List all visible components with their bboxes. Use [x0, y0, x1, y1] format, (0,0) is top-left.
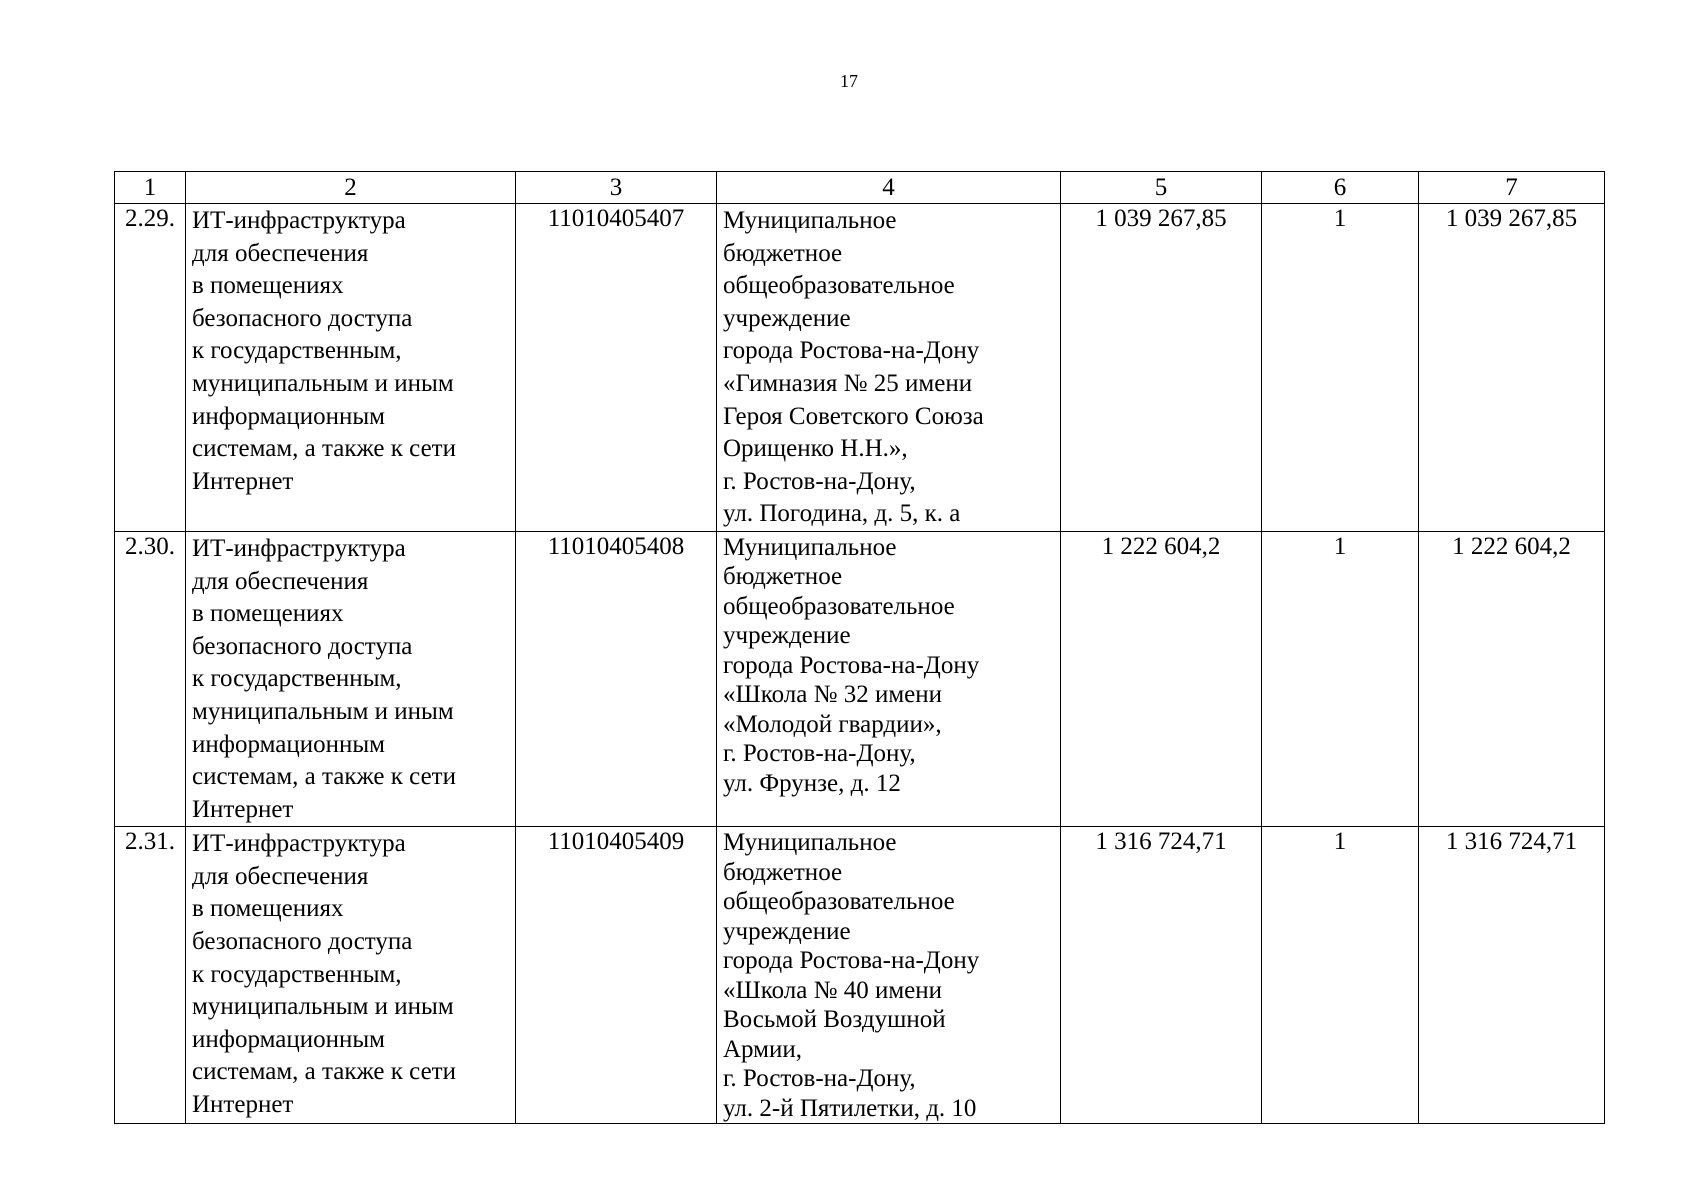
- text-line: муниципальным и иным: [192, 697, 454, 725]
- text-line: безопасного доступа: [192, 632, 413, 660]
- header-col-4: 4: [717, 172, 1061, 204]
- text-line: в помещениях: [192, 272, 344, 300]
- text-line: Армии,: [723, 1035, 803, 1063]
- text-line: Героя Советского Союза: [723, 402, 984, 430]
- header-col-5: 5: [1061, 172, 1262, 204]
- text-line: города Ростова-на-Дону: [723, 337, 980, 365]
- text-line: информационным: [192, 730, 385, 758]
- text-line: общеобразовательное: [723, 272, 955, 300]
- text-line: «Гимназия № 25 имени: [723, 369, 973, 397]
- text-line: Муниципальное: [723, 207, 897, 234]
- unit-price: 1 316 724,71: [1061, 827, 1262, 1124]
- text-line: ул. 2-й Пятилетки, д. 10: [723, 1094, 977, 1122]
- text-line: бюджетное: [723, 858, 843, 886]
- text-line: муниципальным и иным: [192, 993, 454, 1021]
- item-name: [186, 827, 516, 1124]
- text-line: для обеспечения: [192, 862, 369, 890]
- text-line: муниципальным и иным: [192, 369, 454, 397]
- page-number: 17: [840, 71, 858, 91]
- text-line: для обеспечения: [192, 239, 369, 267]
- quantity: 1: [1262, 531, 1419, 826]
- text-line: г. Ростов-на-Дону,: [723, 740, 916, 768]
- text-line: города Ростова-на-Дону: [723, 947, 980, 975]
- text-line: для обеспечения: [192, 567, 369, 595]
- header-col-1: 1: [115, 172, 186, 204]
- item-code: 11010405409: [516, 827, 717, 1124]
- item-name: [186, 204, 516, 532]
- text-line: ул. Погодина, д. 5, к. а: [723, 500, 961, 528]
- text-line: ИТ-инфраструктура: [192, 207, 406, 234]
- quantity: 1: [1262, 204, 1419, 532]
- header-col-3: 3: [516, 172, 717, 204]
- organization: [717, 531, 1061, 826]
- total-amount: 1 316 724,71: [1419, 827, 1605, 1124]
- text-line: Интернет: [192, 1091, 294, 1119]
- text-line: системам, а также к сети: [192, 435, 456, 463]
- text-line: Муниципальное: [723, 829, 897, 857]
- table-row: [115, 827, 1605, 1124]
- table-row: [115, 531, 1605, 826]
- header-col-7: 7: [1419, 172, 1605, 204]
- header-row: [115, 172, 1605, 204]
- text-line: системам, а также к сети: [192, 763, 456, 791]
- text-line: к государственным,: [192, 337, 402, 365]
- text-line: ИТ-инфраструктура: [192, 534, 406, 562]
- unit-price: 1 039 267,85: [1061, 204, 1262, 532]
- text-line: безопасного доступа: [192, 928, 413, 956]
- text-line: «Молодой гвардии»,: [723, 710, 942, 738]
- text-line: Интернет: [192, 467, 294, 495]
- text-line: г. Ростов-на-Дону,: [723, 1065, 916, 1093]
- text-line: бюджетное: [723, 563, 843, 591]
- text-line: учреждение: [723, 304, 851, 332]
- text-line: Орищенко Н.Н.»,: [723, 435, 908, 463]
- text-line: общеобразовательное: [723, 888, 955, 916]
- text-line: к государственным,: [192, 960, 402, 988]
- data-table: [114, 171, 1605, 1124]
- text-line: Восьмой Воздушной: [723, 1006, 946, 1034]
- header-col-6: 6: [1262, 172, 1419, 204]
- table-row: [115, 204, 1605, 532]
- text-line: Интернет: [192, 795, 294, 823]
- text-line: в помещениях: [192, 895, 344, 923]
- text-line: «Школа № 40 имени: [723, 976, 942, 1004]
- header-col-2: 2: [186, 172, 516, 204]
- row-number: 2.30.: [115, 531, 186, 826]
- text-line: ИТ-инфраструктура: [192, 830, 406, 858]
- organization: [717, 204, 1061, 532]
- row-number: 2.29.: [115, 204, 186, 532]
- text-line: г. Ростов-на-Дону,: [723, 467, 916, 495]
- item-code: 11010405408: [516, 531, 717, 826]
- total-amount: 1 039 267,85: [1419, 204, 1605, 532]
- text-line: информационным: [192, 402, 385, 430]
- quantity: 1: [1262, 827, 1419, 1124]
- text-line: Муниципальное: [723, 533, 897, 561]
- row-number: 2.31.: [115, 827, 186, 1124]
- text-line: безопасного доступа: [192, 304, 413, 332]
- text-line: системам, а также к сети: [192, 1058, 456, 1086]
- text-line: города Ростова-на-Дону: [723, 651, 980, 679]
- text-line: учреждение: [723, 917, 851, 945]
- text-line: ул. Фрунзе, д. 12: [723, 769, 901, 797]
- text-line: в помещениях: [192, 600, 344, 628]
- item-name: [186, 531, 516, 826]
- text-line: информационным: [192, 1025, 385, 1053]
- text-line: учреждение: [723, 622, 851, 650]
- text-line: «Школа № 32 имени: [723, 681, 942, 709]
- text-line: к государственным,: [192, 665, 402, 693]
- unit-price: 1 222 604,2: [1061, 531, 1262, 826]
- total-amount: 1 222 604,2: [1419, 531, 1605, 826]
- organization: [717, 827, 1061, 1124]
- item-code: 11010405407: [516, 204, 717, 532]
- text-line: бюджетное: [723, 239, 843, 267]
- text-line: общеобразовательное: [723, 592, 955, 620]
